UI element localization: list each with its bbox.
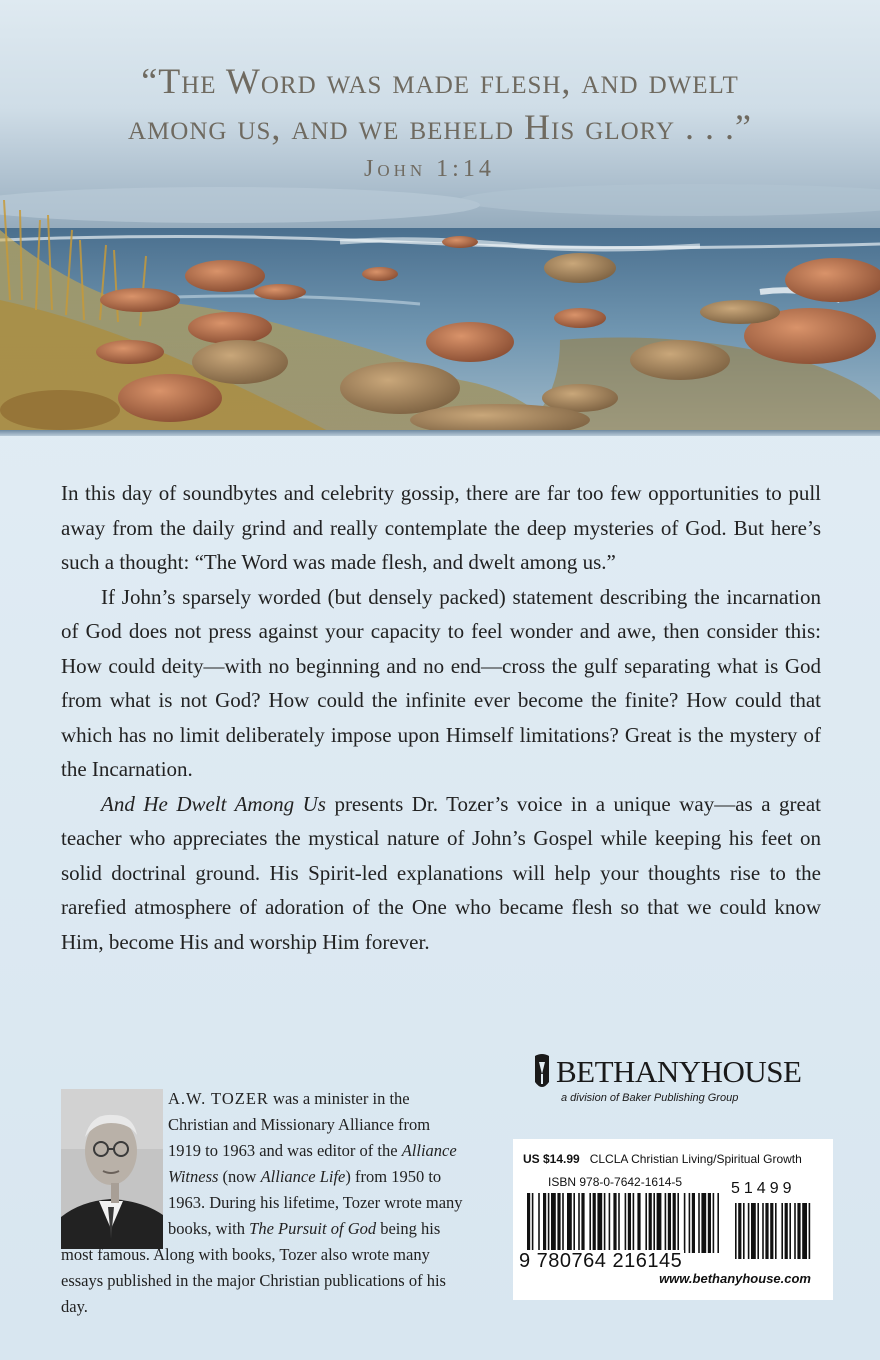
book-title: And He Dwelt Among Us — [101, 791, 326, 816]
price-category-line — [523, 1152, 802, 1166]
scripture-reference: John 1:14 — [364, 156, 495, 182]
barcode-panel — [513, 1139, 833, 1300]
scripture-quote — [0, 58, 880, 150]
famous-book-title: The Pursuit of God — [249, 1219, 377, 1238]
author-bio — [61, 1086, 467, 1320]
description-paragraph-2: If John’s sparsely worded (but densely packed) statement describing the incarnation of God does not press against your capacity to feel wonder and awe, then consider this: How could deity—with no beginning and no end—cross the gulf separating what is God from what is not God? How could the infinite ever become the finite? How could that which has no limit deliberately impose upon Himself limitations? Great is the mystery of the Incarnation. — [61, 584, 821, 781]
barcode-digits: 9 780764 216145 — [519, 1250, 683, 1272]
description-paragraph-1: In this day of soundbytes and celebrity gossip, there are far too few opportunities to pull away from the daily grind and really contemplate the deep mysteries of God. But here’s such a thought: “The Word was made flesh, and dwelt among us.” — [61, 481, 821, 574]
publisher-name: BETHANYHOUSE — [556, 1054, 802, 1089]
seashore-photo — [0, 0, 880, 432]
bethany-house-logo-icon — [531, 1052, 553, 1094]
scripture-quote-line2: among us, and we beheld His glory . . .” — [128, 107, 752, 147]
author-bio-text-4: being his most famous. Along with books, Tozer also wrote many essays published in the major Christian publications of his day. — [61, 1219, 446, 1316]
isbn-text: ISBN 978-0-7642-1614-5 — [548, 1175, 683, 1189]
magazine-title-2: Alliance Life — [260, 1167, 346, 1186]
author-bio-text-2: (now — [218, 1167, 261, 1186]
description-paragraph-3 — [61, 787, 821, 960]
photo-divider — [0, 430, 880, 436]
price: US $14.99 — [523, 1152, 580, 1166]
author-bio-text-3: ) from 1950 to 1963. During his lifetime, Tozer wrote many books, with — [168, 1167, 463, 1238]
category: CLCLA Christian Living/Spiritual Growth — [589, 1152, 802, 1166]
scripture-quote-line1: “The Word was made flesh, and dwelt — [141, 61, 739, 101]
author-name: A.W. TOZER — [168, 1089, 269, 1108]
publisher-website: www.bethanyhouse.com — [659, 1271, 811, 1286]
description-paragraph-3-text: presents Dr. Tozer’s voice in a unique way—as a great teacher who appreciates the mystical nature of John’s Gospel while keeping his feet on solid doctrinal ground. His Spirit-led explanations will help your thoughts rise to the rarefied atmosphere of adoration of the One who became flesh so that we could know Him, become His and worship Him forever. — [61, 791, 821, 954]
book-description — [61, 476, 821, 959]
magazine-title-1: Alliance Witness — [168, 1141, 457, 1186]
publisher-subtitle: a division of Baker Publishing Group — [561, 1092, 739, 1104]
price-addon-digits: 51499 — [731, 1180, 796, 1197]
author-bio-text-1: was a minister in the Christian and Missionary Alliance from 1919 to 1963 and was editor of the — [168, 1089, 431, 1160]
